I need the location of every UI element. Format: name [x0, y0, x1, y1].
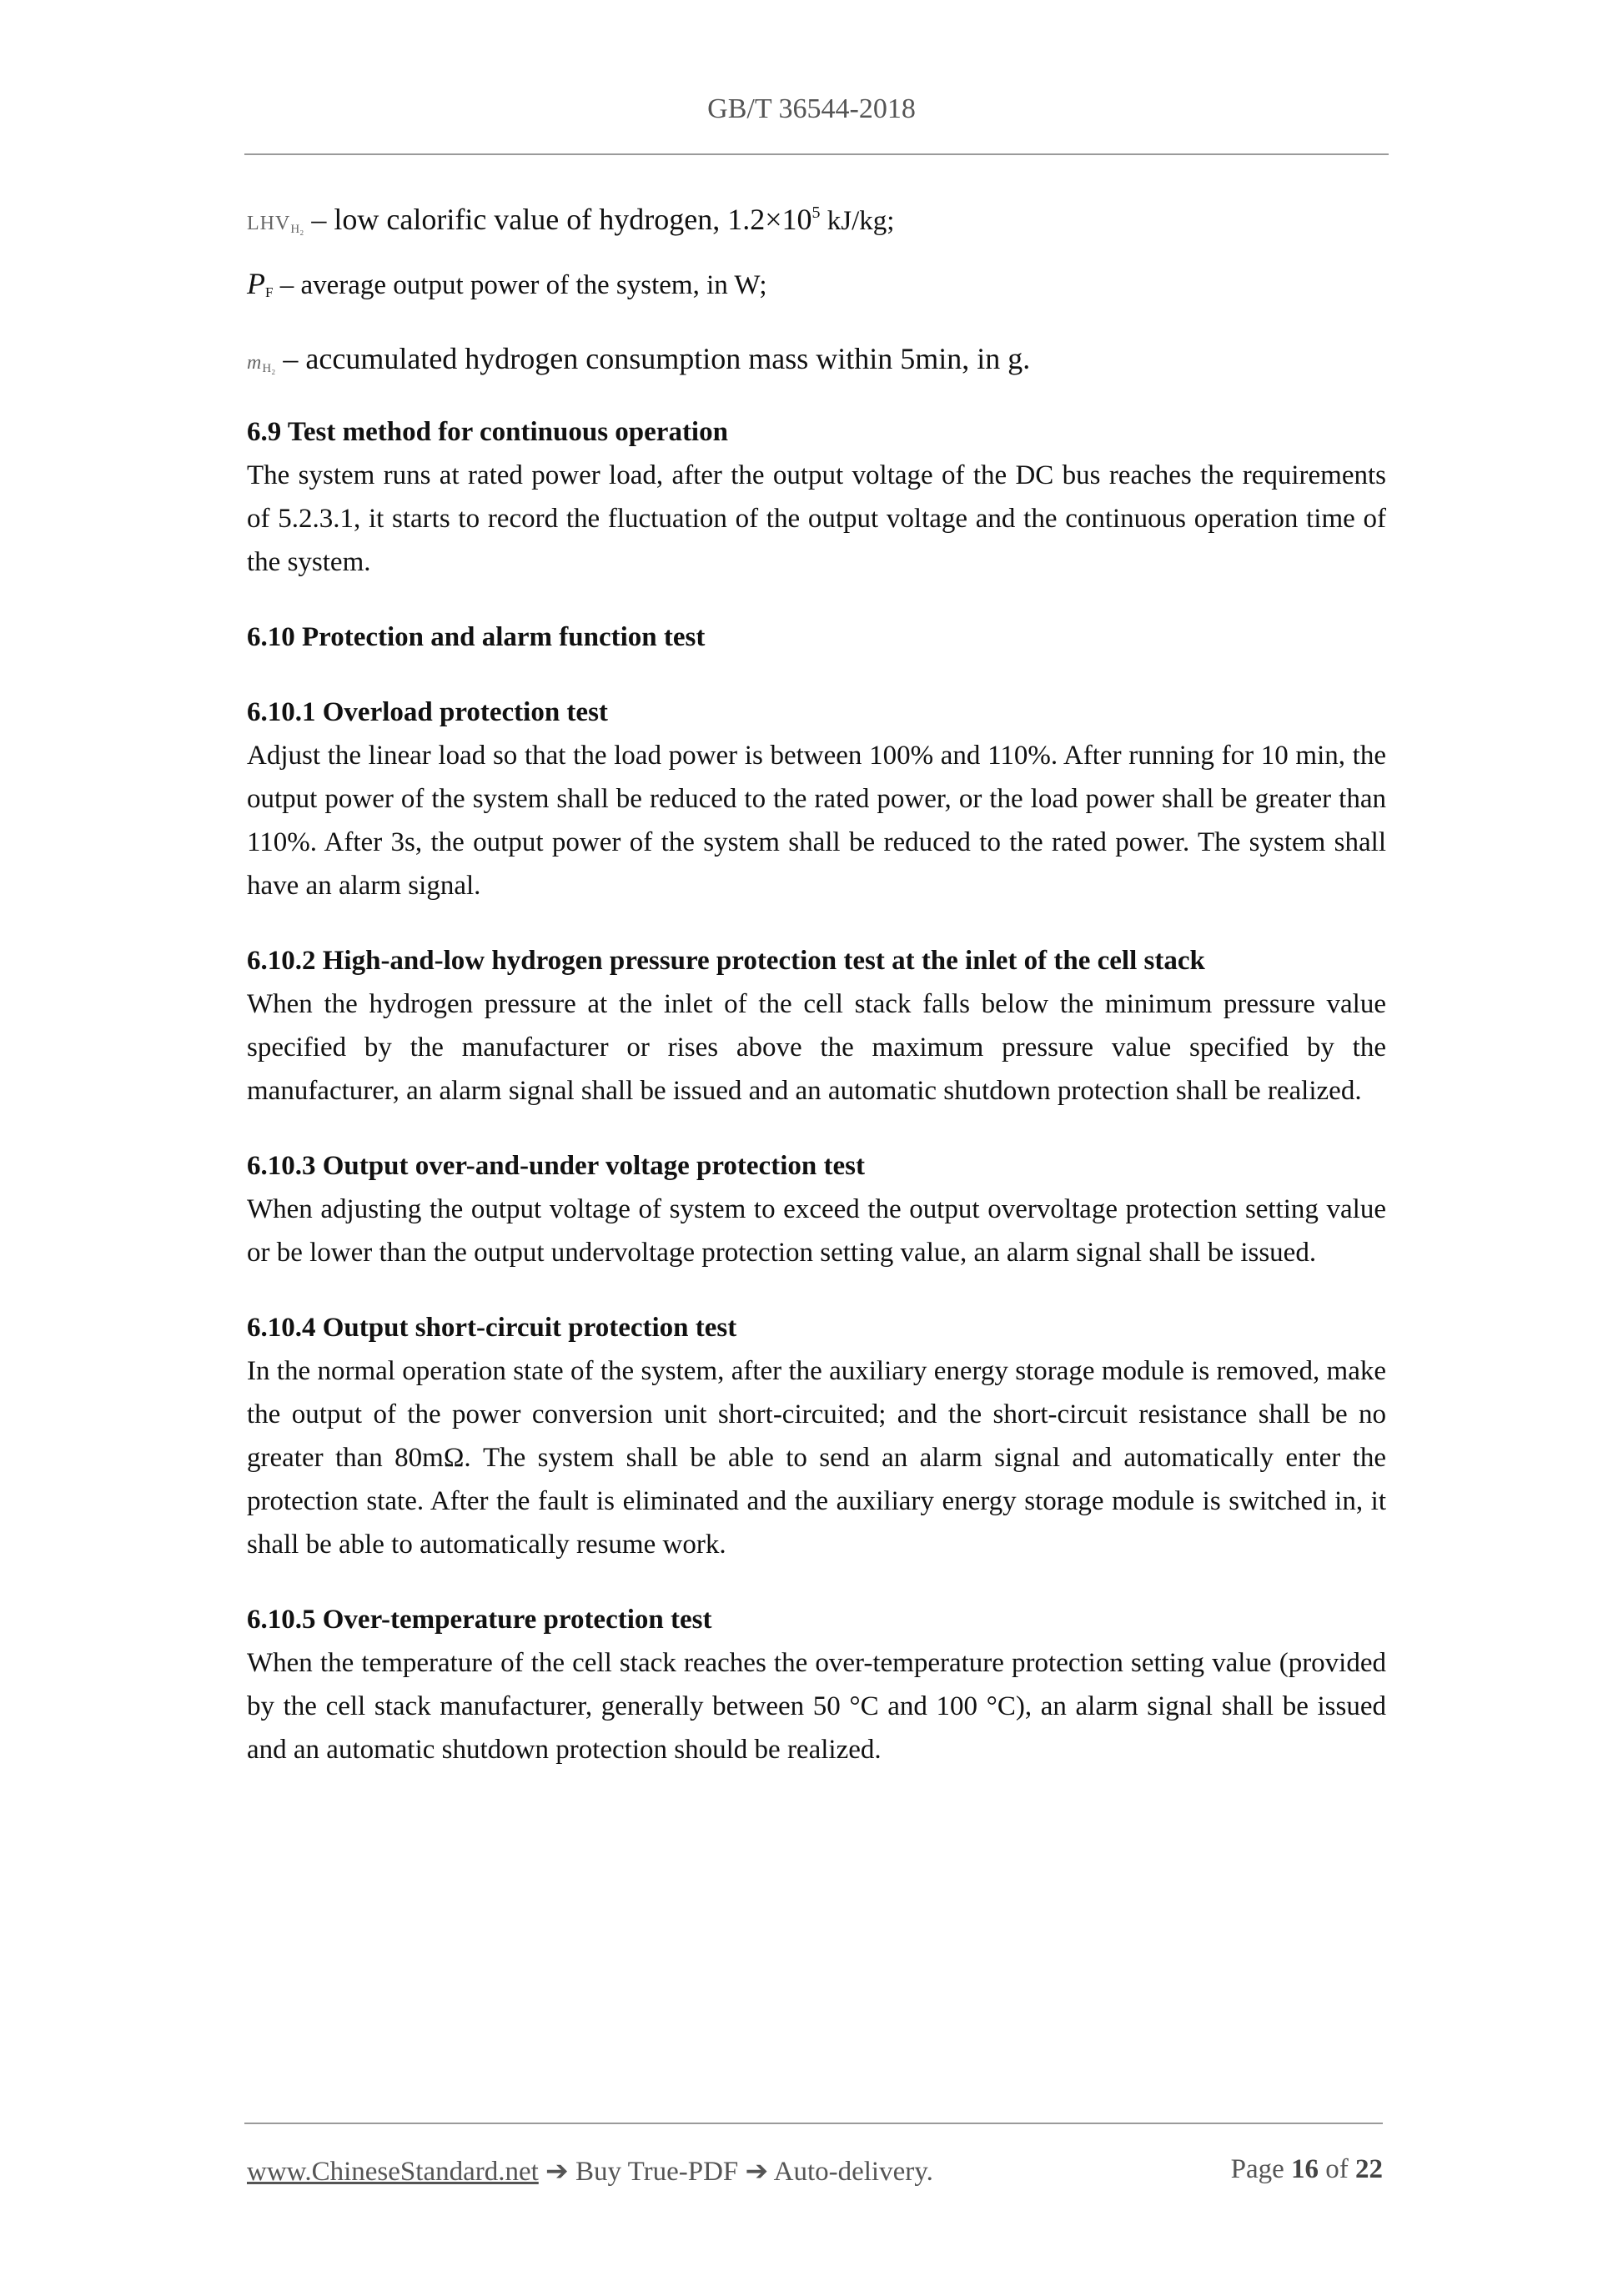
section-body-6-9: The system runs at rated power load, after the output voltage of the DC bus reaches the requirements of 5.2.3.1, it starts to record the fluctuation of the output voltage and the continuous operation time of the system.	[247, 460, 1386, 577]
footer-delivery-text: Auto-delivery.	[773, 2157, 933, 2187]
symbol-p: P	[247, 267, 265, 300]
section-body-6-10-5: When the temperature of the cell stack reaches the over-temperature protection setting value (provided by the cell stack manufacturer, generally between 50 °C and 100 °C), an alarm signal shall be issued and an automatic shutdown protection should be realized.	[247, 1648, 1386, 1765]
arrow-right-icon: ➔	[545, 2157, 569, 2187]
definition-pf	[247, 262, 1386, 305]
definition-lhv-exponent: 5	[812, 203, 821, 222]
section-heading-6-10-1: 6.10.1 Overload protection test	[247, 697, 608, 727]
section-heading-6-10-4: 6.10.4 Output short-circuit protection test	[247, 1313, 737, 1343]
section-heading-6-9: 6.9 Test method for continuous operation	[247, 417, 728, 447]
section-body-6-10-1: Adjust the linear load so that the load power is between 100% and 110%. After running for 10 min, the output power of the system shall be reduced to the rated power, or the load power shall be greater than 110%. After 3s, the output power of the system shall be reduced to the rated power. The system shall have an alarm signal.	[247, 741, 1386, 901]
arrow-right-icon: ➔	[745, 2157, 769, 2187]
definition-mh2	[247, 337, 1386, 380]
page-label: Page	[1230, 2154, 1284, 2184]
page-of-label: of	[1325, 2154, 1349, 2184]
definition-mh2-text: – accumulated hydrogen consumption mass within 5min, in g.	[283, 342, 1031, 375]
chinesestandard-link[interactable]: www.ChineseStandard.net	[247, 2157, 539, 2187]
header-divider	[244, 153, 1389, 155]
definition-lhv-unit: kJ/kg;	[820, 206, 895, 236]
section-body-6-10-2: When the hydrogen pressure at the inlet of the cell stack falls below the minimum pressure value specified by the manufacturer or rises above the maximum pressure value specified by the manufacturer, an alarm signal shall be issued and an automatic shutdown protection shall be realized.	[247, 989, 1386, 1106]
symbol-m: m	[247, 352, 263, 374]
definition-pf-text: – average output power of the system, in W;	[279, 270, 767, 300]
footer-promo	[247, 2154, 933, 2188]
symbol-lhv: LHV	[247, 213, 291, 234]
section-body-6-10-3: When adjusting the output voltage of system to exceed the output overvoltage protection setting value or be lower than the output undervoltage protection setting value, an alarm signal shall be issued.	[247, 1194, 1386, 1268]
section-heading-6-10-2: 6.10.2 High-and-low hydrogen pressure protection test at the inlet of the cell stack	[247, 946, 1205, 976]
page-total: 22	[1355, 2154, 1383, 2184]
definition-lhv-text: – low calorific value of hydrogen, 1.2×10	[311, 203, 812, 236]
section-body-6-10-4: In the normal operation state of the system, after the auxiliary energy storage module is removed, make the output of the power conversion unit short-circuited; and the short-circuit resistance shall be no greater than 80mΩ. The system shall be able to send an alarm signal and automatically enter the protection state. After the fault is eliminated and the auxiliary energy storage module is switched in, it shall be able to automatically resume work.	[247, 1356, 1386, 1560]
section-heading-6-10-3: 6.10.3 Output over-and-under voltage protection test	[247, 1151, 865, 1181]
symbol-m-subscript: H₂	[262, 362, 276, 375]
page-current: 16	[1291, 2154, 1319, 2184]
page-footer	[247, 2154, 1383, 2188]
document-header-title: GB/T 36544-2018	[707, 93, 916, 124]
page-content	[247, 188, 1386, 1771]
footer-buy-text: Buy True-PDF	[575, 2157, 739, 2187]
symbol-lhv-subscript: H₂	[290, 223, 304, 236]
footer-divider	[244, 2123, 1383, 2124]
section-heading-6-10: 6.10 Protection and alarm function test	[247, 622, 706, 652]
definition-lhv	[247, 188, 1386, 237]
page-number	[1231, 2154, 1383, 2188]
section-heading-6-10-5: 6.10.5 Over-temperature protection test	[247, 1605, 712, 1635]
symbol-p-subscript: F	[265, 284, 274, 300]
